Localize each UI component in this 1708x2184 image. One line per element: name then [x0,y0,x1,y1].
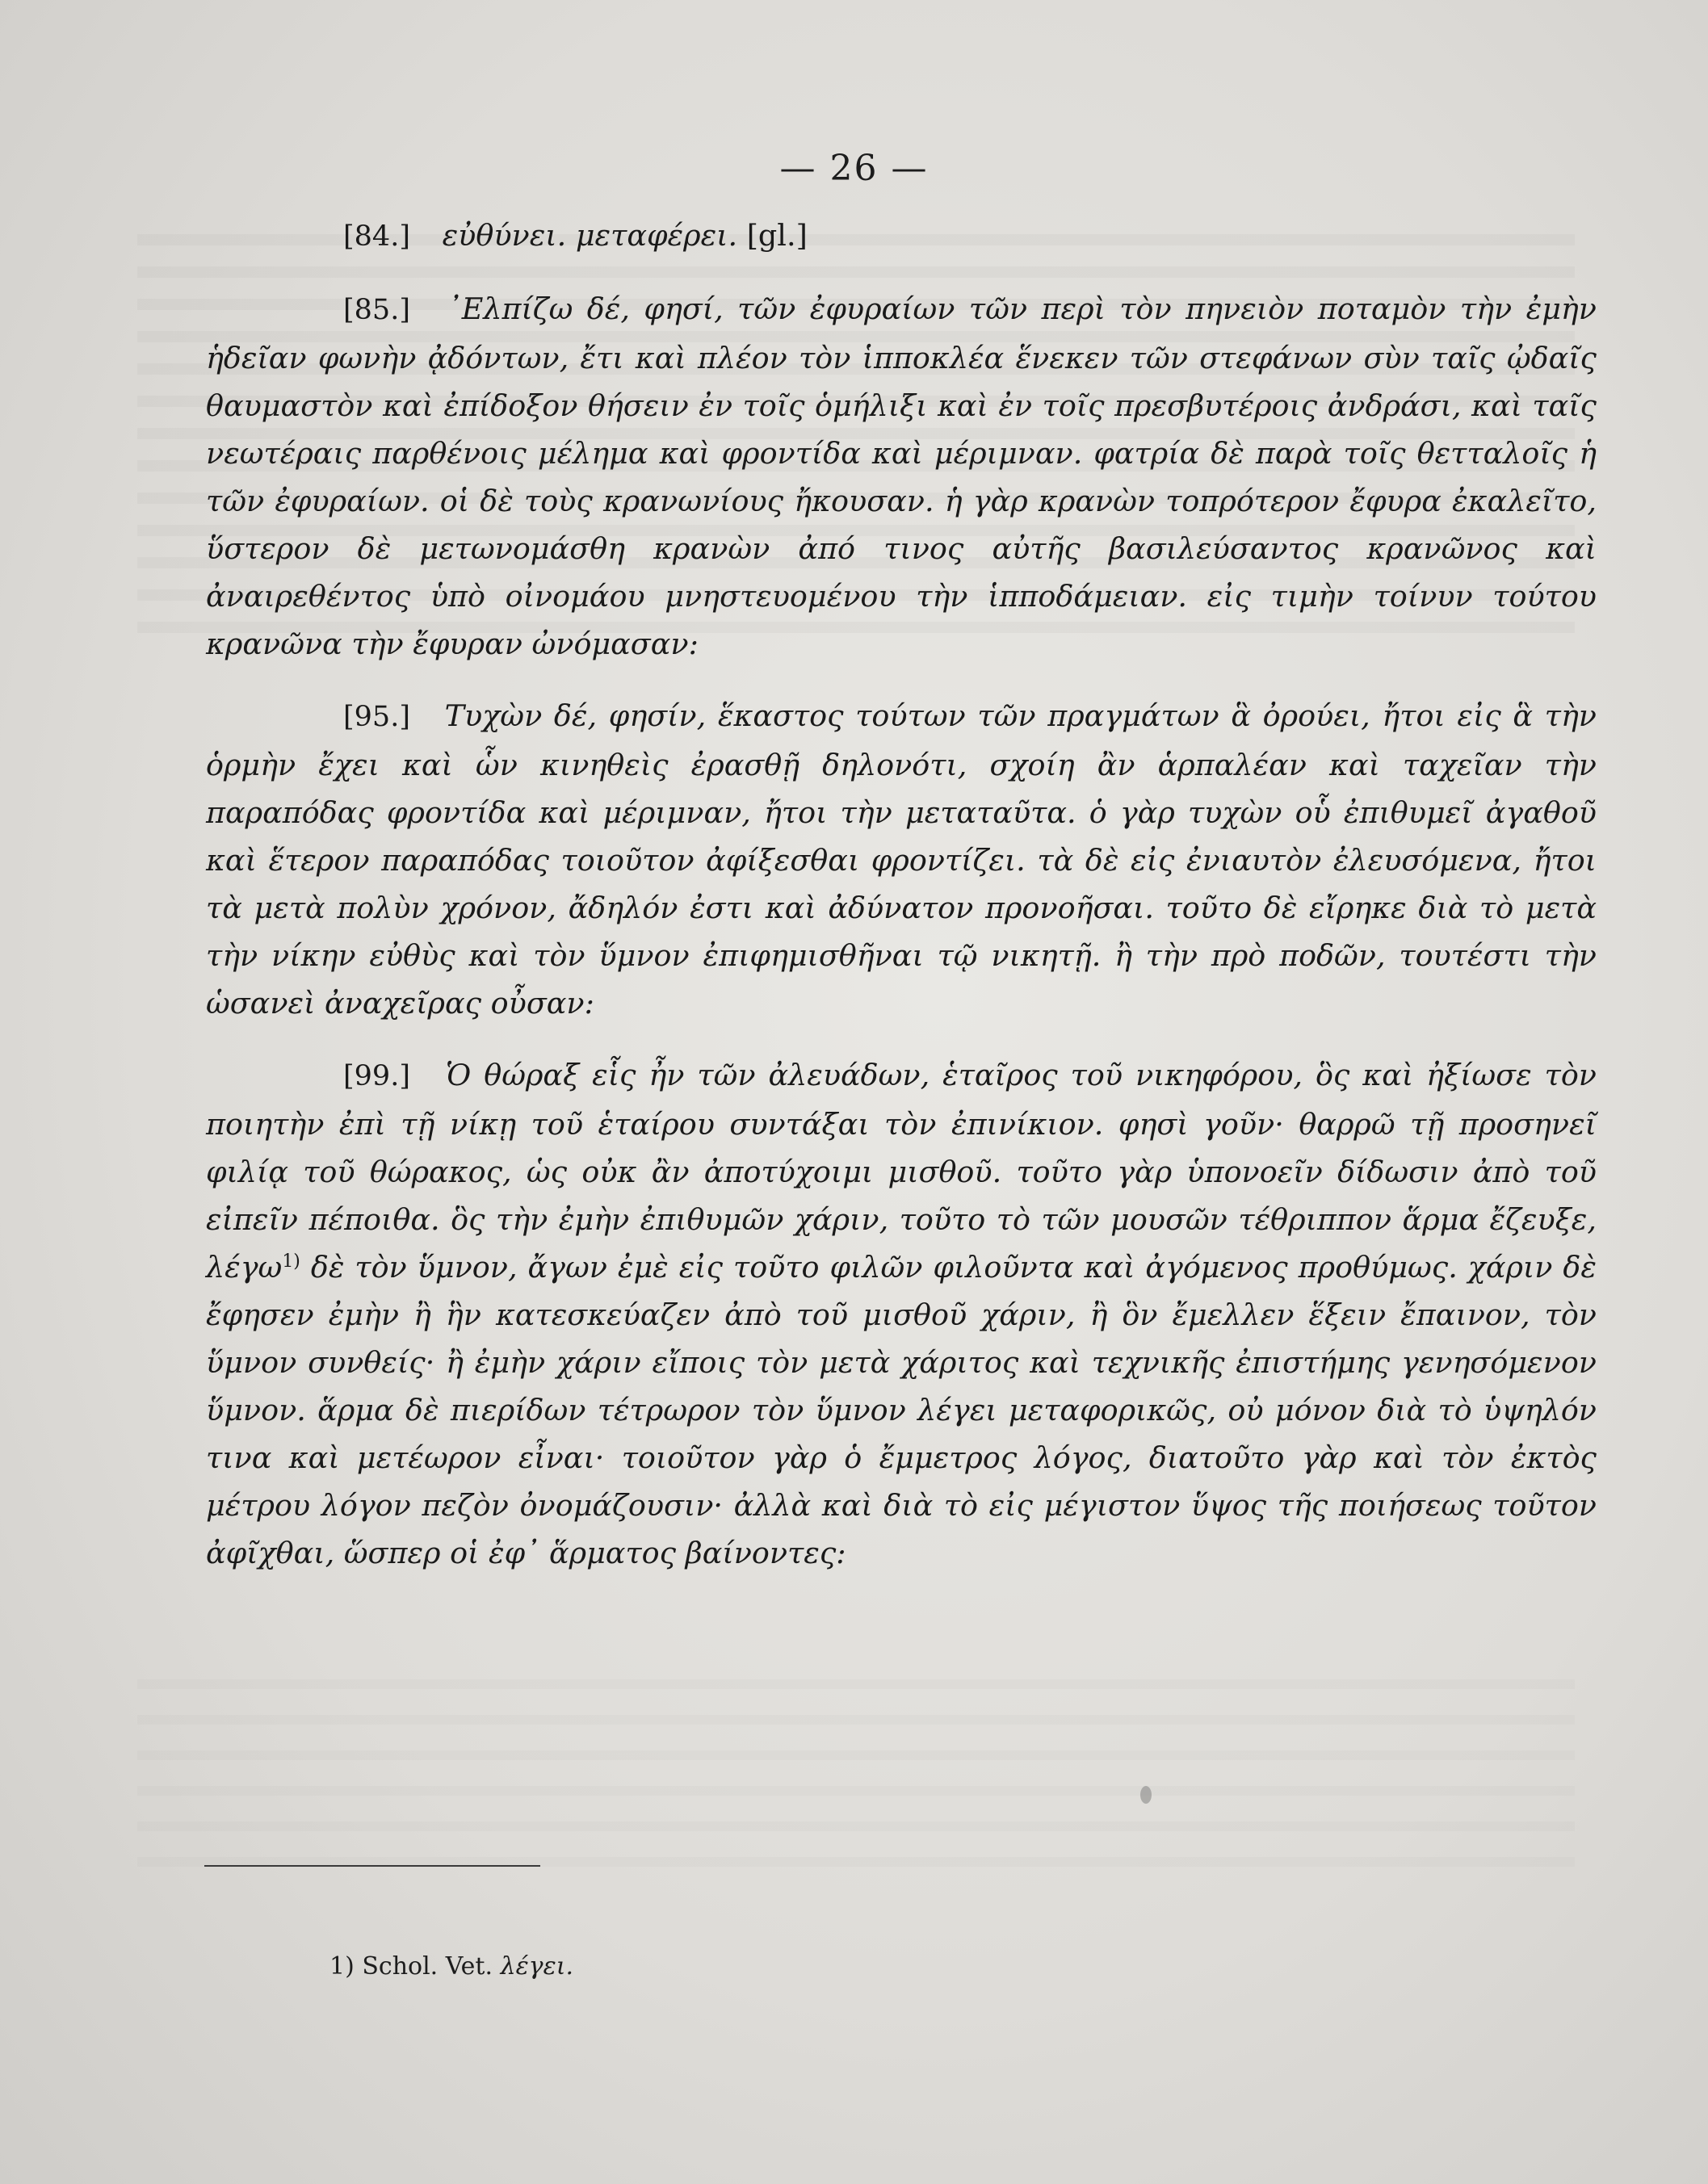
line-number: [84.] [343,220,410,253]
paragraph-text-continued: δὲ τὸν ὕμνον, ἄγων ἐμὲ εἰς τοῦτο φιλῶν φιλοῦντα καὶ ἀγόμενος προθύμως. χάριν δὲ ἔφησεν ἐμὴν ἢ ἣν κατεσκεύαζεν ἀπὸ τοῦ μισθοῦ χάριν, ἢ ὃν ἔμελλεν ἕξειν ἔπαινον, τὸν ὕμνον συνθείς· ἢ ἐμὴν χάριν εἴποις τὸν μετὰ χάριτος καὶ τεχνικῆς ἐπιστήμης γενησόμενον ὕμνον. ἅρμα δὲ πιερίδων τέτρωρον τὸν ὕμνον λέγει μεταφορικῶς, οὐ μόνον διὰ τὸ ὑψηλόν τινα καὶ μετέωρον εἶναι· τοιοῦτον γὰρ ὁ ἔμμετρος λόγος, διατοῦτο γὰρ καὶ τὸν ἐκτὸς μέτρου λόγον πεζὸν ὀνομάζουσιν· ἀλλὰ καὶ διὰ τὸ εἰς μέγιστον ὕψος τῆς ποιήσεως τοῦτον ἀφῖχθαι, ὥσπερ οἱ ἐφ᾽ ἅρματος βαίνοντες: [206,1250,1597,1570]
paragraph-99 [206,1051,1597,1577]
paragraph-84 [206,212,1597,261]
ink-speck [1140,1786,1152,1804]
footnote-word: λέγει. [500,1952,574,1981]
paragraph-text: ᾽Ελπίζω δέ, φησί, τῶν ἐφυραίων τῶν περὶ τὸν πηνειὸν ποταμὸν τὴν ἐμὴν ἡδεῖαν φωνὴν ᾀδόντων, ἔτι καὶ πλέον τὸν ἱπποκλέα ἕνεκεν τῶν στεφάνων σὺν ταῖς ᾠδαῖς θαυμαστὸν καὶ ἐπίδοξον θήσειν ἐν τοῖς ὁμήλιξι καὶ ἐν τοῖς πρεσβυτέροις ἀνδράσι, καὶ ταῖς νεωτέραις παρθένοις μέλημα καὶ φροντίδα καὶ μέριμναν. φατρία δὲ παρὰ τοῖς θετταλοῖς ἡ τῶν ἐφυραίων. οἱ δὲ τοὺς κρανωνίους ἤκουσαν. ἡ γὰρ κρανὼν τοπρότερον ἔφυρα ἐκαλεῖτο, ὕστερον δὲ μετωνομάσθη κρανὼν ἀπό τινος αὐτῆς βασιλεύσαντος κρανῶνος καὶ ἀναιρεθέντος ὑπὸ οἰνομάου μνηστευομένου τὴν ἱπποδάμειαν. εἰς τιμὴν τοίνυν τούτου κρανῶνα τὴν ἔφυραν ὠνόμασαν: [206,291,1597,661]
paragraph-text: Ὁ θώραξ εἷς ἦν τῶν ἀλευάδων, ἑταῖρος τοῦ νικηφόρου, ὃς καὶ ἠξίωσε τὸν ποιητὴν ἐπὶ τῇ νίκῃ τοῦ ἑταίρου συντάξαι τὸν ἐπινίκιον. φησὶ γοῦν· θαρρῶ τῇ προσηνεῖ φιλίᾳ τοῦ θώρακος, ὡς οὐκ ἂν ἀποτύχοιμι μισθοῦ. τοῦτο γὰρ ὑπονοεῖν δίδωσιν ἀπὸ τοῦ εἰπεῖν πέποιθα. ὃς τὴν ἐμὴν ἐπιθυμῶν χάριν, τοῦτο τὸ τῶν μουσῶν τέθριππον ἅρμα ἔζευξε, λέγω [206,1058,1597,1285]
paragraph-95 [206,692,1597,1027]
paragraph-text: εὐθύνει. μεταφέρει. [442,218,738,253]
line-number: [85.] [343,294,410,326]
paragraph-85 [206,285,1597,668]
footnote-marker: 1) [329,1952,355,1981]
footnote [329,1952,573,1981]
gloss-tag: [gl.] [746,218,808,253]
footnote-marker: 1) [282,1251,300,1272]
footnote-rule [204,1865,540,1867]
paragraph-text: Τυχὼν δέ, φησίν, ἕκαστος τούτων τῶν πραγμάτων ἃ ὀρούει, ἤτοι εἰς ἃ τὴν ὁρμὴν ἔχει καὶ ὧν κινηθεὶς ἐρασθῇ δηλονότι, σχοίη ἂν ἁρπαλέαν καὶ ταχεῖαν τὴν παραπόδας φροντίδα καὶ μέριμναν, ἤτοι τὴν μεταταῦτα. ὁ γὰρ τυχὼν οὗ ἐπιθυμεῖ ἀγαθοῦ καὶ ἕτερον παραπόδας τοιοῦτον ἀφίξεσθαι φροντίζει. τὰ δὲ εἰς ἐνιαυτὸν ἐλευσόμενα, ἤτοι τὰ μετὰ πολὺν χρόνον, ἄδηλόν ἐστι καὶ ἀδύνατον προνοῆσαι. τοῦτο δὲ εἴρηκε διὰ τὸ μετὰ τὴν νίκην εὐθὺς καὶ τὸν ὕμνον ἐπιφημισθῆναι τῷ νικητῇ. ἢ τὴν πρὸ ποδῶν, τουτέστι τὴν ὡσανεὶ ἀναχεῖρας οὖσαν: [206,698,1597,1021]
main-text [206,212,1597,1577]
line-number: [95.] [343,701,410,733]
footnote-source: Schol. Vet. [362,1952,493,1981]
line-number: [99.] [343,1060,410,1092]
bleed-through-texture-lower [137,1679,1575,1873]
page-number: — 26 — [779,148,929,189]
